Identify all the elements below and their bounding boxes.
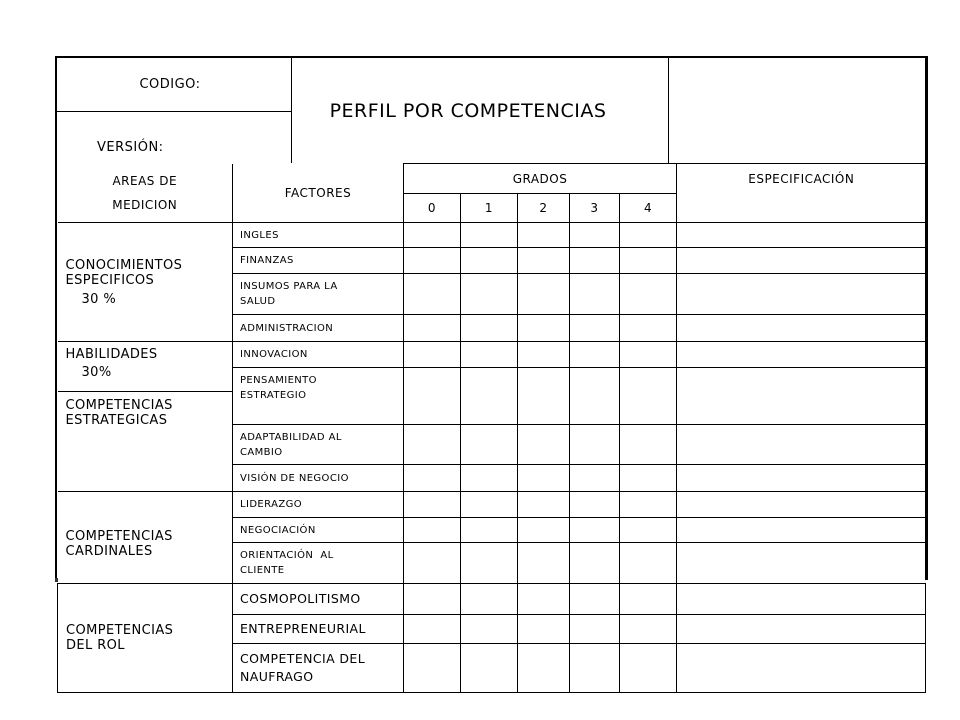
logo-cell [669,58,925,163]
grade-cell[interactable] [620,315,677,342]
grade-cell[interactable] [620,368,677,425]
grade-cell[interactable] [518,465,570,492]
grade-cell[interactable] [461,274,518,315]
grade-cell[interactable] [404,315,461,342]
grade-cell[interactable] [461,368,518,425]
grade-cell[interactable] [518,425,570,465]
grade-cell[interactable] [404,584,461,615]
grade-cell[interactable] [404,368,461,425]
area-rol-line1: COMPETENCIAS [66,623,174,638]
area-rol [58,584,233,693]
grade-cell[interactable] [570,465,620,492]
grade-cell[interactable] [518,342,570,368]
table-row [58,492,926,518]
grade-cell[interactable] [404,615,461,644]
especificacion-cell[interactable] [677,425,926,465]
factor-adaptabilidad [233,425,404,465]
areas-header-line2: MEDICION [112,197,178,212]
grade-cell[interactable] [404,518,461,543]
grade-cell[interactable] [570,223,620,248]
grade-cell[interactable] [620,465,677,492]
factor-entrepreneurial: ENTREPRENEURIAL [233,615,404,644]
grade-0: 0 [404,194,461,223]
especificacion-cell[interactable] [677,615,926,644]
grade-cell[interactable] [570,492,620,518]
grade-cell[interactable] [570,615,620,644]
area-estrategicas-line1: COMPETENCIAS [65,398,173,413]
grade-cell[interactable] [461,543,518,584]
grade-cell[interactable] [620,543,677,584]
grade-cell[interactable] [518,518,570,543]
grade-1: 1 [461,194,518,223]
factor-negociacion: NEGOCIACIÓN [233,518,404,543]
factor-insumos [233,274,404,315]
grade-cell[interactable] [461,644,518,693]
grade-cell[interactable] [404,644,461,693]
grade-cell[interactable] [620,518,677,543]
codigo-cell [57,58,292,112]
grade-cell[interactable] [570,315,620,342]
factor-ingles: INGLES [233,223,404,248]
grade-cell[interactable] [461,615,518,644]
area-estrategicas [58,392,233,492]
grade-cell[interactable] [570,274,620,315]
especificacion-cell[interactable] [677,368,926,425]
grade-cell[interactable] [620,342,677,368]
grade-cell[interactable] [620,615,677,644]
area-conocimientos-pct: 30 % [81,291,117,307]
grade-4: 4 [620,194,677,223]
grade-cell[interactable] [404,492,461,518]
area-cardinales [58,492,233,584]
especificacion-cell[interactable] [677,518,926,543]
factor-pensamiento-line1: PENSAMIENTO [240,375,317,386]
grade-cell[interactable] [518,274,570,315]
area-conocimientos [58,223,233,342]
grade-cell[interactable] [461,248,518,274]
factor-liderazgo: LIDERAZGO [233,492,404,518]
grade-cell[interactable] [570,543,620,584]
especificacion-cell[interactable] [677,584,926,615]
factor-adaptabilidad-line2: CAMBIO [240,446,283,458]
area-estrategicas-line2: ESTRATEGICAS [65,413,168,428]
table-row [58,584,926,615]
area-conocimientos-line2: ESPECIFICOS [65,272,155,288]
areas-header [58,164,233,223]
grade-cell[interactable] [404,342,461,368]
factor-adaptabilidad-line1: ADAPTABILIDAD AL [240,431,342,443]
factor-administracion: ADMINISTRACION [233,315,404,342]
factor-naufrago-line1: COMPETENCIA DEL [240,651,366,666]
factor-innovacion: INNOVACION [233,342,404,368]
grade-cell[interactable] [404,425,461,465]
grade-cell[interactable] [620,492,677,518]
grados-header: GRADOS [404,164,677,194]
table-row [58,342,926,368]
grade-cell[interactable] [570,584,620,615]
grade-cell[interactable] [518,644,570,693]
factor-orientacion-line2: CLIENTE [240,565,285,576]
codigo-label: CODIGO: [139,77,201,92]
area-habilidades-line1: HABILIDADES [65,347,158,362]
grade-cell[interactable] [404,465,461,492]
especificacion-cell[interactable] [677,543,926,584]
version-cell [57,112,292,163]
factor-orientacion-line1: ORIENTACIÓN AL [240,550,334,561]
area-conocimientos-line1: CONOCIMIENTOS [65,257,183,273]
factor-pensamiento-line2: ESTRATEGIO [240,390,307,401]
grade-cell[interactable] [461,342,518,368]
grade-cell[interactable] [570,342,620,368]
version-label: VERSIÓN: [97,140,164,155]
grade-cell[interactable] [404,543,461,584]
grade-cell[interactable] [461,465,518,492]
grade-cell[interactable] [620,223,677,248]
factor-vision: VISIÓN DE NEGOCIO [233,465,404,492]
competency-table [57,163,926,693]
factor-insumos-line2: SALUD [240,296,276,307]
grade-cell[interactable] [620,274,677,315]
grade-cell[interactable] [461,425,518,465]
especificacion-cell[interactable] [677,248,926,274]
factor-naufrago [233,644,404,693]
grade-cell[interactable] [404,248,461,274]
factor-cosmopolitismo: COSMOPOLITISMO [233,584,404,615]
area-rol-line2: DEL ROL [66,638,125,653]
grade-cell[interactable] [518,368,570,425]
especificacion-cell[interactable] [677,342,926,368]
table-header-row [58,164,926,194]
grade-cell[interactable] [620,584,677,615]
grade-cell[interactable] [518,248,570,274]
factor-insumos-line1: INSUMOS PARA LA [240,281,338,292]
grade-cell[interactable] [404,274,461,315]
title-cell [292,58,669,163]
area-cardinales-line1: COMPETENCIAS [65,528,173,544]
especificacion-cell[interactable] [677,223,926,248]
grade-cell[interactable] [570,518,620,543]
grade-3: 3 [570,194,620,223]
especificacion-cell[interactable] [677,492,926,518]
grade-cell[interactable] [518,492,570,518]
areas-header-line1: AREAS DE [112,173,178,188]
grade-cell[interactable] [570,425,620,465]
grade-cell[interactable] [461,492,518,518]
grade-cell[interactable] [620,248,677,274]
factor-pensamiento [233,368,404,425]
especificacion-cell[interactable] [677,644,926,693]
grade-cell[interactable] [570,248,620,274]
grade-cell[interactable] [404,223,461,248]
grade-cell[interactable] [620,644,677,693]
grade-cell[interactable] [518,543,570,584]
grade-cell[interactable] [570,644,620,693]
grade-2: 2 [518,194,570,223]
area-habilidades-pct: 30% [81,365,112,380]
grade-cell[interactable] [461,584,518,615]
factor-orientacion [233,543,404,584]
grade-cell[interactable] [518,584,570,615]
grade-cell[interactable] [461,518,518,543]
area-habilidades [58,342,233,392]
table-row [58,223,926,248]
grade-cell[interactable] [620,425,677,465]
especificacion-header: ESPECIFICACIÓN [677,164,926,223]
grade-cell[interactable] [461,315,518,342]
especificacion-cell[interactable] [677,465,926,492]
factor-finanzas: FINANZAS [233,248,404,274]
especificacion-cell[interactable] [677,315,926,342]
especificacion-cell[interactable] [677,274,926,315]
grade-cell[interactable] [461,223,518,248]
factor-naufrago-line2: NAUFRAGO [240,669,314,684]
factores-header: FACTORES [233,164,404,223]
grade-cell[interactable] [518,615,570,644]
grade-cell[interactable] [518,223,570,248]
page-title: PERFIL POR COMPETENCIAS [329,99,607,122]
grade-cell[interactable] [518,315,570,342]
area-cardinales-line2: CARDINALES [65,543,153,559]
grade-cell[interactable] [570,368,620,425]
